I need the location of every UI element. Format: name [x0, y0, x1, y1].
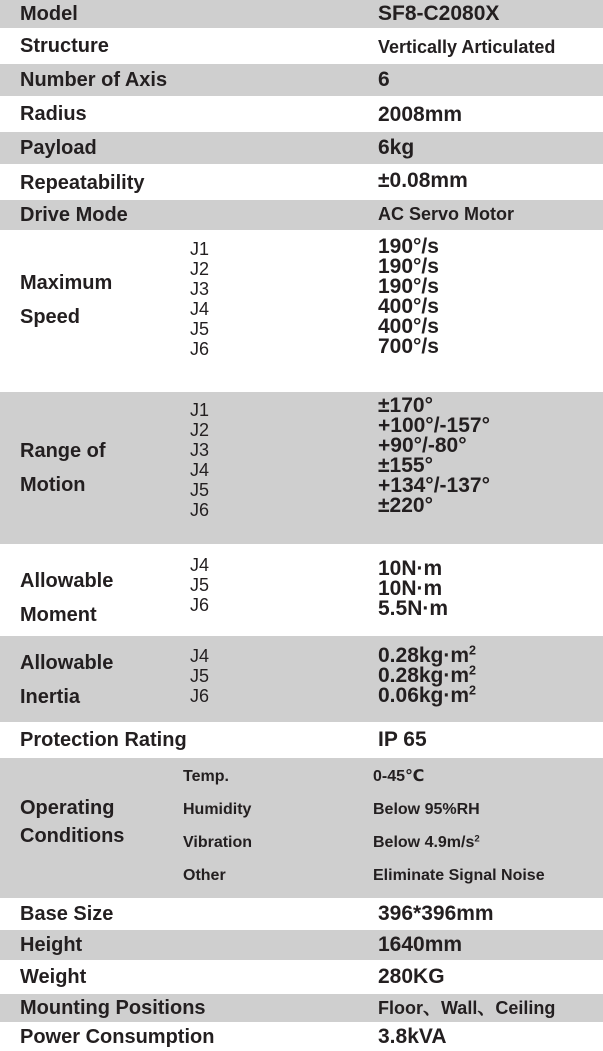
section-label: [20, 564, 113, 632]
moment-value: 10N·m: [378, 577, 443, 600]
row-radius: [0, 96, 603, 132]
condition-value: [373, 826, 545, 859]
row-label: Base Size: [20, 903, 114, 925]
row-value: 6kg: [378, 136, 415, 159]
inertia-value: [378, 643, 477, 667]
row-label: Drive Mode: [20, 204, 128, 226]
motion-value: ±155°: [378, 454, 433, 477]
row-value: Vertically Articulated: [378, 37, 556, 57]
row-axis: [0, 64, 603, 96]
moment-values: [378, 559, 448, 619]
speed-value: 400°/s: [378, 295, 439, 318]
inertia-value: [378, 663, 477, 687]
joint-label: J6: [190, 500, 210, 520]
row-label: Number of Axis: [20, 69, 168, 91]
joint-label: J6: [190, 595, 210, 615]
row-label: Mounting Positions: [20, 997, 206, 1019]
row-payload: [0, 132, 603, 164]
exponent: 2: [469, 663, 477, 678]
joint-label: J5: [190, 319, 210, 339]
section-label-line: Conditions: [20, 825, 125, 847]
row-mounting-positions: [0, 994, 603, 1022]
row-label: Radius: [20, 103, 87, 125]
condition-value: Below 95%RH: [373, 801, 480, 818]
condition-values: [373, 760, 545, 892]
row-label: Repeatability: [20, 172, 145, 194]
row-label: Model: [20, 3, 78, 25]
moment-value: 5.5N·m: [378, 597, 449, 620]
joint-label: J2: [190, 420, 210, 440]
joint-label: J6: [190, 339, 210, 359]
row-base-size: [0, 898, 603, 930]
speed-value: 190°/s: [378, 275, 439, 298]
condition-label: Other: [183, 867, 226, 884]
exponent: 2: [469, 643, 477, 658]
joint-label: J4: [190, 460, 210, 480]
row-label: Height: [20, 934, 83, 956]
row-value: 1640mm: [378, 933, 463, 956]
joint-label: J4: [190, 299, 210, 319]
speed-value: 400°/s: [378, 315, 439, 338]
row-protection-rating: [0, 722, 603, 758]
row-weight: [0, 960, 603, 994]
motion-value: ±170°: [378, 394, 433, 417]
section-max-speed: [0, 230, 603, 392]
condition-value-text: Below 4.9m/s: [373, 834, 475, 851]
speed-value: 190°/s: [378, 255, 439, 278]
section-label-line: Inertia: [20, 686, 81, 708]
row-value: 280KG: [378, 965, 445, 988]
row-label: Payload: [20, 137, 97, 159]
row-repeatability: [0, 164, 603, 200]
condition-value: 0-45℃: [373, 768, 425, 785]
row-drive-mode: [0, 200, 603, 230]
row-value: IP 65: [378, 728, 427, 751]
row-height: [0, 930, 603, 960]
joint-label: J3: [190, 279, 210, 299]
section-allowable-inertia: [0, 636, 603, 722]
section-label-line: Maximum: [20, 272, 113, 294]
joint-list: [190, 646, 209, 706]
condition-label: Vibration: [183, 834, 253, 851]
section-range-of-motion: [0, 392, 603, 544]
condition-list: [183, 760, 252, 892]
row-value: 6: [378, 68, 390, 91]
section-label: [20, 266, 112, 334]
joint-label: J1: [190, 400, 210, 420]
motion-value: ±220°: [378, 494, 433, 517]
section-label-line: Moment: [20, 604, 97, 626]
exponent: 2: [469, 683, 477, 698]
row-value: ±0.08mm: [378, 169, 468, 192]
joint-label: J2: [190, 259, 210, 279]
row-value: SF8-C2080X: [378, 2, 500, 25]
row-power-consumption: [0, 1022, 603, 1051]
section-label: [20, 434, 106, 502]
section-label-line: Speed: [20, 306, 81, 328]
inertia-value-text: 0.28kg·m: [378, 664, 470, 687]
row-value: 3.8kVA: [378, 1025, 447, 1048]
motion-value: +90°/-80°: [378, 434, 467, 457]
speed-value: 190°/s: [378, 235, 439, 258]
inertia-value-text: 0.28kg·m: [378, 644, 470, 667]
condition-label: Temp.: [183, 768, 229, 785]
row-value: Floor、Wall、Ceiling: [378, 998, 556, 1018]
condition-label: Humidity: [183, 801, 252, 818]
joint-label: J1: [190, 239, 210, 259]
joint-label: J5: [190, 575, 210, 595]
row-label: Weight: [20, 966, 87, 988]
joint-label: J5: [190, 480, 210, 500]
joint-label: J4: [190, 555, 210, 575]
joint-label: J3: [190, 440, 210, 460]
section-label: [20, 646, 113, 714]
moment-value: 10N·m: [378, 557, 443, 580]
row-label: Power Consumption: [20, 1026, 215, 1048]
section-operating-conditions: [0, 758, 603, 898]
speed-value: 700°/s: [378, 335, 439, 358]
joint-label: J5: [190, 666, 210, 686]
speed-values: [378, 237, 439, 357]
row-label: Protection Rating: [20, 729, 187, 751]
row-value: 396*396mm: [378, 902, 494, 925]
section-label: [20, 794, 124, 850]
section-label-line: Range of: [20, 440, 106, 462]
row-value: AC Servo Motor: [378, 204, 515, 224]
section-label-line: Allowable: [20, 570, 114, 592]
joint-list: [190, 400, 209, 520]
joint-list: [190, 239, 209, 359]
exponent: 2: [474, 833, 480, 845]
section-allowable-moment: [0, 544, 603, 636]
row-value: 2008mm: [378, 103, 463, 126]
joint-label: J4: [190, 646, 210, 666]
inertia-values: [378, 643, 477, 707]
row-label: Structure: [20, 35, 109, 57]
inertia-value: [378, 683, 477, 707]
joint-label: J6: [190, 686, 210, 706]
motion-value: +100°/-157°: [378, 414, 490, 437]
condition-value: Eliminate Signal Noise: [373, 867, 545, 884]
section-label-line: Operating: [20, 797, 115, 819]
motion-value: +134°/-137°: [378, 474, 490, 497]
motion-values: [378, 396, 490, 516]
row-structure: [0, 28, 603, 64]
section-label-line: Allowable: [20, 652, 114, 674]
joint-list: [190, 555, 209, 615]
row-model: [0, 0, 603, 28]
section-label-line: Motion: [20, 474, 86, 496]
inertia-value-text: 0.06kg·m: [378, 684, 470, 707]
